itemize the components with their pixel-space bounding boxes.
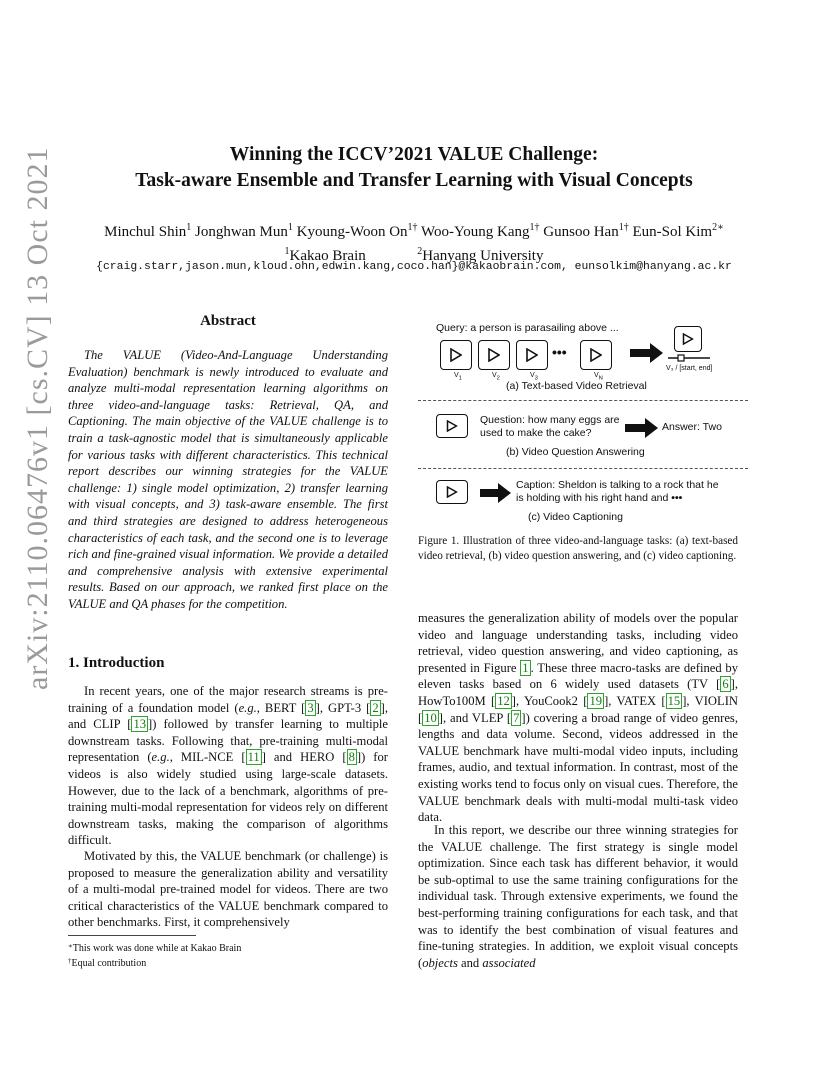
citation-link[interactable]: 3 xyxy=(307,700,314,715)
play-icon xyxy=(447,486,458,498)
citation-link[interactable]: 10 xyxy=(424,710,437,725)
arxiv-identifier: arXiv:2110.06476v1 [cs.CV] 13 Oct 2021 xyxy=(21,146,54,690)
footnote-2: †Equal contribution xyxy=(68,957,147,969)
figure-divider xyxy=(418,468,748,469)
author-name: Gunsoo Han xyxy=(543,224,619,240)
subfigure-label-b: (b) Video Question Answering xyxy=(506,446,645,458)
timeline-icon xyxy=(668,354,710,362)
caption-text: Caption: Sheldon is talking to a rock that he is holding with his right hand and ••• xyxy=(516,479,719,504)
paper-title xyxy=(0,142,828,194)
play-icon xyxy=(488,348,500,362)
play-icon xyxy=(683,333,694,345)
answer-text: Answer: Two xyxy=(662,421,722,433)
arrow-right-icon xyxy=(630,342,664,364)
author-name: Woo-Young Kang xyxy=(421,224,530,240)
query-text: Query: a person is parasailing above ... xyxy=(436,322,619,334)
intro-paragraph-1: In recent years, one of the major research streams is pre-training of a foundation model (e.g., BERT [ 3 ], GPT-3 [ 2 ], and CLIP [ 13 ]) followed by transfer learning to multiple downstream tasks. Following that, pre-training multi-modal representation (e.g., MIL-NCE [ 11 ] and HERO [ 8 ]) for videos is also widely studied using large-scale datasets. However, due to the lack of a benchmark, algorithms of pre-training multi-modal representation for videos rely on different downstream tasks, making the comparison of algorithms difficult. xyxy=(68,684,389,848)
author-name: Eun-Sol Kim xyxy=(632,224,713,240)
video-box xyxy=(436,480,468,504)
arrow-right-icon xyxy=(625,418,659,438)
author-emails: {craig.starr,jason.mun,kloud.ohn,edwin.kang,coco.han}@kakaobrain.com, eunsolkim@hanyang.ac.kr xyxy=(96,261,732,273)
citation-link[interactable]: 13 xyxy=(133,717,147,732)
ellipsis-dots: ••• xyxy=(552,344,567,360)
author-list: Minchul Shin$^1$ Jonghwan Mun$^1$ Kyoung-Woon $On^{1\dagger}$ Woo-Young Kang$^{1\dagger}$ Gunsoo Han$^{1\dagger}$ Eun-Sol Kim$^{2∗}$ $^1$Kakao Brain $^2$Hanyang University xyxy=(0,218,828,266)
figure-divider xyxy=(418,400,748,401)
abstract-heading: Abstract xyxy=(200,313,256,329)
figure-1 xyxy=(418,318,748,530)
citation-link[interactable]: 11 xyxy=(247,750,260,765)
author-name: Jonghwan Mun xyxy=(194,224,288,240)
retrieval-result-label: V₃ / [start, end] xyxy=(666,365,713,372)
title-line-1: Winning the ICCV’2021 VALUE Challenge: xyxy=(229,144,599,165)
citation-link[interactable]: 7 xyxy=(513,710,520,725)
footnote-1: ∗This work was done while at Kakao Brain xyxy=(68,942,242,954)
arrow-right-icon xyxy=(480,483,512,503)
author-name: Minchul Shin xyxy=(104,224,187,240)
video-box xyxy=(580,340,612,370)
video-box xyxy=(478,340,510,370)
result-video-box xyxy=(674,326,702,352)
play-icon xyxy=(590,348,602,362)
abstract-text: The VALUE (Video-And-Language Understanding Evaluation) benchmark is newly introduced to evaluate and analyze multi-modal representation learning algorithms on three video-and-language tasks: Retrieval, QA, and Captioning. The main objective of the VALUE challenge is to train a task-agnostic model that is simultaneously applicable for various tasks with different characteristics. This technical report describes our winning strategies for the VALUE challenge: 1) single model optimization, 2) transfer learning with visual concepts, and 3) task-aware ensemble. The first and third strategies are designed to address heterogeneous characteristics of each task, and the second one is to leverage rich and fine-grained visual information. We provide a detailed and comprehensive analysis with extensive experimental results. Based on our approach, we ranked first place on the VALUE and QA phases for the competition. xyxy=(68,348,388,611)
title-line-2: Task-aware Ensemble and Transfer Learning with Visual Concepts xyxy=(135,170,693,191)
video-label: $V_1$ xyxy=(454,372,462,382)
affiliations: $^1$Kakao Brain $^2$Hanyang University xyxy=(284,246,544,264)
video-label: $V_2$ xyxy=(492,372,500,382)
author-name: Kyoung-Woon On xyxy=(296,224,408,240)
citation-link[interactable]: 2 xyxy=(372,700,379,715)
right-paragraph-1: measures the generalization ability of models over the popular video and language understanding tasks, including video retrieval, video question answering, and video captioning, as presented in Figure 1 . These three macro-tasks are defined by eleven tasks based on 6 widely used datasets (TV [ 6 ], HowTo100M [ 12 ], YouCook2 [ 19 ], VATEX [ 15 ], VIOLIN [ 10 ], and VLEP [ 7 ]) covering a broad range of video genres, lengths and data volume. Second, videos addressed in the VALUE benchmark have multi-modal video inputs, including frames, audio, and textual information. In contrast, most of the existing works tend to focus only on visual cues. Therefore, the VALUE benchmark deals with multi-modal multi-task video data. xyxy=(418,611,738,825)
subfigure-label-c: (c) Video Captioning xyxy=(528,511,623,523)
citation-link[interactable]: 12 xyxy=(497,693,510,708)
play-icon xyxy=(526,348,538,362)
figure-caption: Figure 1. Illustration of three video-and-language tasks: (a) text-based video retrieval, (b) video question answering, and (c) video captioning. xyxy=(418,535,738,562)
footnotes xyxy=(68,940,388,970)
play-icon xyxy=(450,348,462,362)
subfigure-label-a: (a) Text-based Video Retrieval xyxy=(506,380,647,392)
play-icon xyxy=(447,420,458,432)
citation-link[interactable]: 8 xyxy=(348,750,355,765)
video-box xyxy=(440,340,472,370)
video-box xyxy=(436,414,468,438)
right-paragraph-2: In this report, we describe our three winning strategies for the VALUE challenge. The first strategy is single model optimization. Since each task has different behavior, it would be sub-optimal to use the same training configurations for the individual task. Through extensive experiments, we found the best-performing training configurations for each task, and that was to identify the best combination of visual features and fine-tuning strategies. In addition, we exploit visual concepts (objects and associated xyxy=(418,823,738,970)
video-label: $V_3$ xyxy=(530,372,538,382)
figure-reference-link[interactable]: 1 xyxy=(522,660,529,675)
citation-link[interactable]: 15 xyxy=(667,693,681,708)
video-box xyxy=(516,340,548,370)
citation-link[interactable]: 19 xyxy=(589,693,603,708)
video-label: $V_N$ xyxy=(594,372,603,382)
section-heading-introduction: 1. Introduction xyxy=(68,655,165,671)
question-text: Question: how many eggs are used to make the cake? xyxy=(480,414,620,439)
footnote-divider xyxy=(68,935,196,936)
intro-paragraph-2: Motivated by this, the VALUE benchmark (or challenge) is proposed to measure the generalization ability and versatility of a multi-modal pre-trained model for videos. There are two critical characteristics of the VALUE benchmark compared to other benchmarks. First, it comprehensively xyxy=(68,849,388,930)
citation-link[interactable]: 6 xyxy=(722,677,729,692)
